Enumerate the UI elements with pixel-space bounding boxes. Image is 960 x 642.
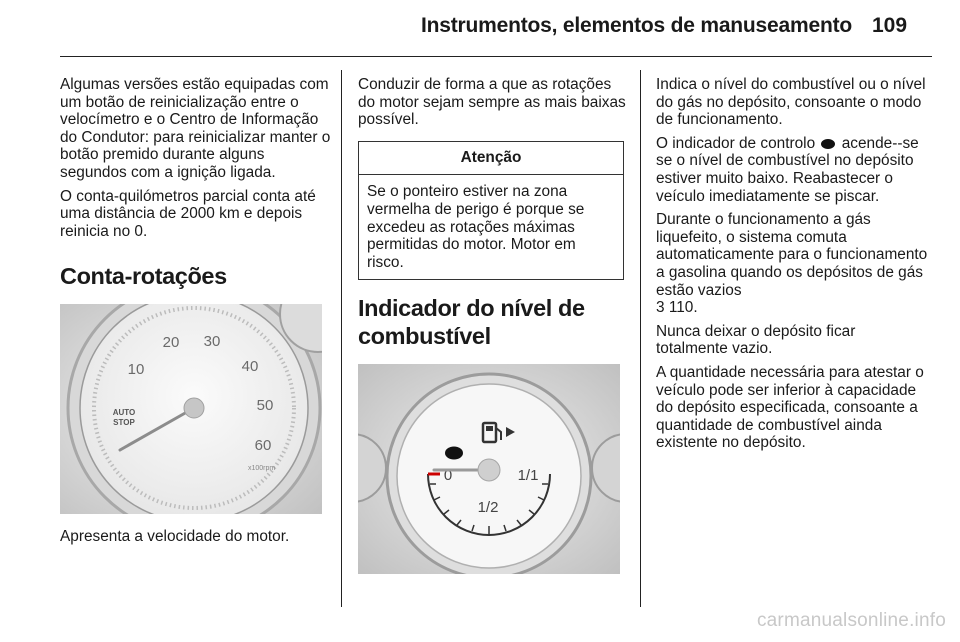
tacho-needle-hub — [184, 398, 204, 418]
watermark: carmanualsonline.info — [756, 610, 946, 631]
section-heading-tachometer: Conta-rotações — [60, 263, 227, 290]
warning-light-text-before: O indicador de controlo — [656, 134, 816, 152]
paragraph-reset-button: Algumas versões estão equipadas com um botão de reinicialização entre o velocímetro e o Centro de Informação do Condutor: para reinicializar manter o botão premido durante alguns segundos com a ignição ligada. — [60, 76, 331, 181]
column-divider-1 — [341, 70, 342, 607]
header-title: Instrumentos, elementos de manuseamento — [421, 14, 852, 37]
auto-stop-label-1: AUTO — [112, 408, 136, 418]
fuel-label-full: 1/1 — [517, 467, 539, 485]
paragraph-low-rpm: Conduzir de forma a que as rotações do motor sejam sempre as mais baixas possível. — [358, 76, 626, 129]
page-reference-link[interactable]: 3 110. — [656, 299, 698, 317]
page-number: 109 — [872, 14, 908, 37]
fuel-label-half: 1/2 — [477, 499, 499, 517]
tacho-label-20: 20 — [162, 334, 180, 352]
fuel-label-empty: 0 — [443, 467, 453, 485]
fuel-needle-hub — [478, 459, 500, 481]
warning-box — [358, 141, 624, 281]
tachometer-caption: Apresenta a velocidade do motor. — [60, 528, 290, 546]
paragraph-refill-quantity: A quantidade necessária para atestar o veículo pode ser inferior à capacidade do depósito especificada, consoante a quantidade de combustível ainda existente no depósito. — [656, 363, 924, 452]
fuel-warning-light-icon — [445, 447, 463, 460]
paragraph-trip-odometer: O conta-quilómetros parcial conta até uma distância de 2000 km e depois reinicia no 0. — [60, 187, 316, 240]
tacho-label-10: 10 — [127, 361, 145, 379]
warning-text: Se o ponteiro estiver na zona vermelha de perigo é porque se excedeu as rotações máximas permitidas do motor. Motor em risco. — [367, 183, 585, 271]
fuel-gauge-illustration — [358, 364, 620, 574]
column-3 — [656, 76, 928, 458]
column-1 — [60, 76, 332, 552]
paragraph-never-empty: Nunca deixar o depósito ficar totalmente vazio. — [656, 322, 856, 358]
header-divider — [60, 56, 932, 57]
column-divider-2 — [640, 70, 641, 607]
tachometer-illustration — [60, 304, 322, 514]
tacho-label-60: 60 — [254, 437, 272, 455]
heading-line-2: combustível — [358, 323, 491, 350]
warning-light-text-after: acende--se se o nível de combustível no depósito estiver muito baixo. Reabastecer o veículo imediatamente se piscar. — [656, 134, 919, 205]
paragraph-warning-light — [656, 135, 928, 205]
warning-title: Atenção — [359, 142, 623, 176]
paragraph-fuel-level: Indica o nível do combustível ou o nível do gás no depósito, consoante o modo de funcionamento. — [656, 76, 926, 129]
tacho-label-30: 30 — [203, 333, 221, 351]
auto-stop-label-2: STOP — [113, 418, 135, 428]
heading-line-1: Indicador do nível de — [358, 295, 585, 322]
tacho-unit-label: x100rpm — [248, 465, 276, 473]
paragraph-lpg-operation — [656, 211, 928, 317]
column-2 — [358, 76, 626, 574]
section-heading-fuel-gauge — [358, 294, 626, 350]
lpg-text: Durante o funcionamento a gás liquefeito, o sistema comuta automaticamente para o funcionamento a gasolina quando os depósitos de gás estão vazios — [656, 211, 928, 299]
tacho-label-50: 50 — [256, 397, 274, 415]
fuel-warning-dot-icon — [821, 139, 835, 149]
tacho-label-40: 40 — [241, 358, 259, 376]
